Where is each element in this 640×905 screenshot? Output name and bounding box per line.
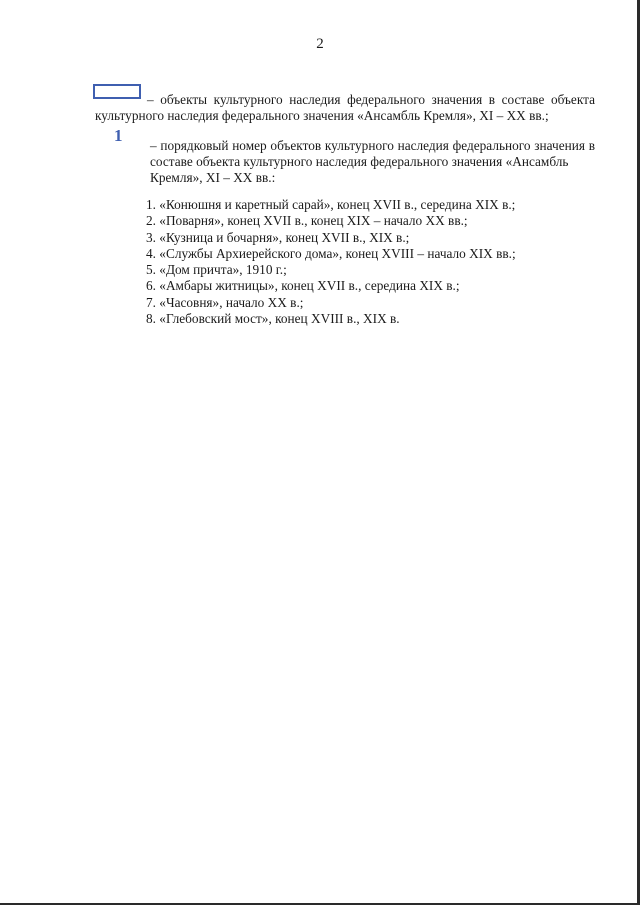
list-item: 4. «Службы Архиерейского дома», конец XVIII – начало XIX вв.; — [146, 245, 516, 261]
legend-number-text-line2: Кремля», XI – XX вв.: — [150, 170, 276, 185]
legend-number-text — [150, 138, 595, 186]
list-item: 8. «Глебовский мост», конец XVIII в., XIX в. — [146, 311, 400, 327]
heritage-objects-list — [146, 197, 516, 327]
list-item: 3. «Кузница и бочарня», конец XVII в., XIX в.; — [146, 229, 410, 245]
legend-federal-objects-text: – объекты культурного наследия федерального значения в составе объекта культурного наследия федерального значения «Ансамбль Кремля», XI – XX вв.; — [95, 92, 595, 123]
list-item: 7. «Часовня», начало XX в.; — [146, 294, 304, 310]
legend-number-text-line1: – порядковый номер объектов культурного наследия федерального значения в составе объекта культурного наследия федерального значения «Ансамбль — [150, 138, 595, 169]
list-item: 6. «Амбары житницы», конец XVII в., середина XIX в.; — [146, 278, 460, 294]
page-number: 2 — [316, 36, 324, 52]
legend-number-marker: 1 — [114, 126, 123, 145]
list-item: 5. «Дом причта», 1910 г.; — [146, 262, 287, 278]
list-item: 1. «Конюшня и каретный сарай», конец XVII в., середина XIX в.; — [146, 197, 516, 212]
list-item: 2. «Поварня», конец XVII в., конец XIX – начало XX вв.; — [146, 213, 468, 229]
